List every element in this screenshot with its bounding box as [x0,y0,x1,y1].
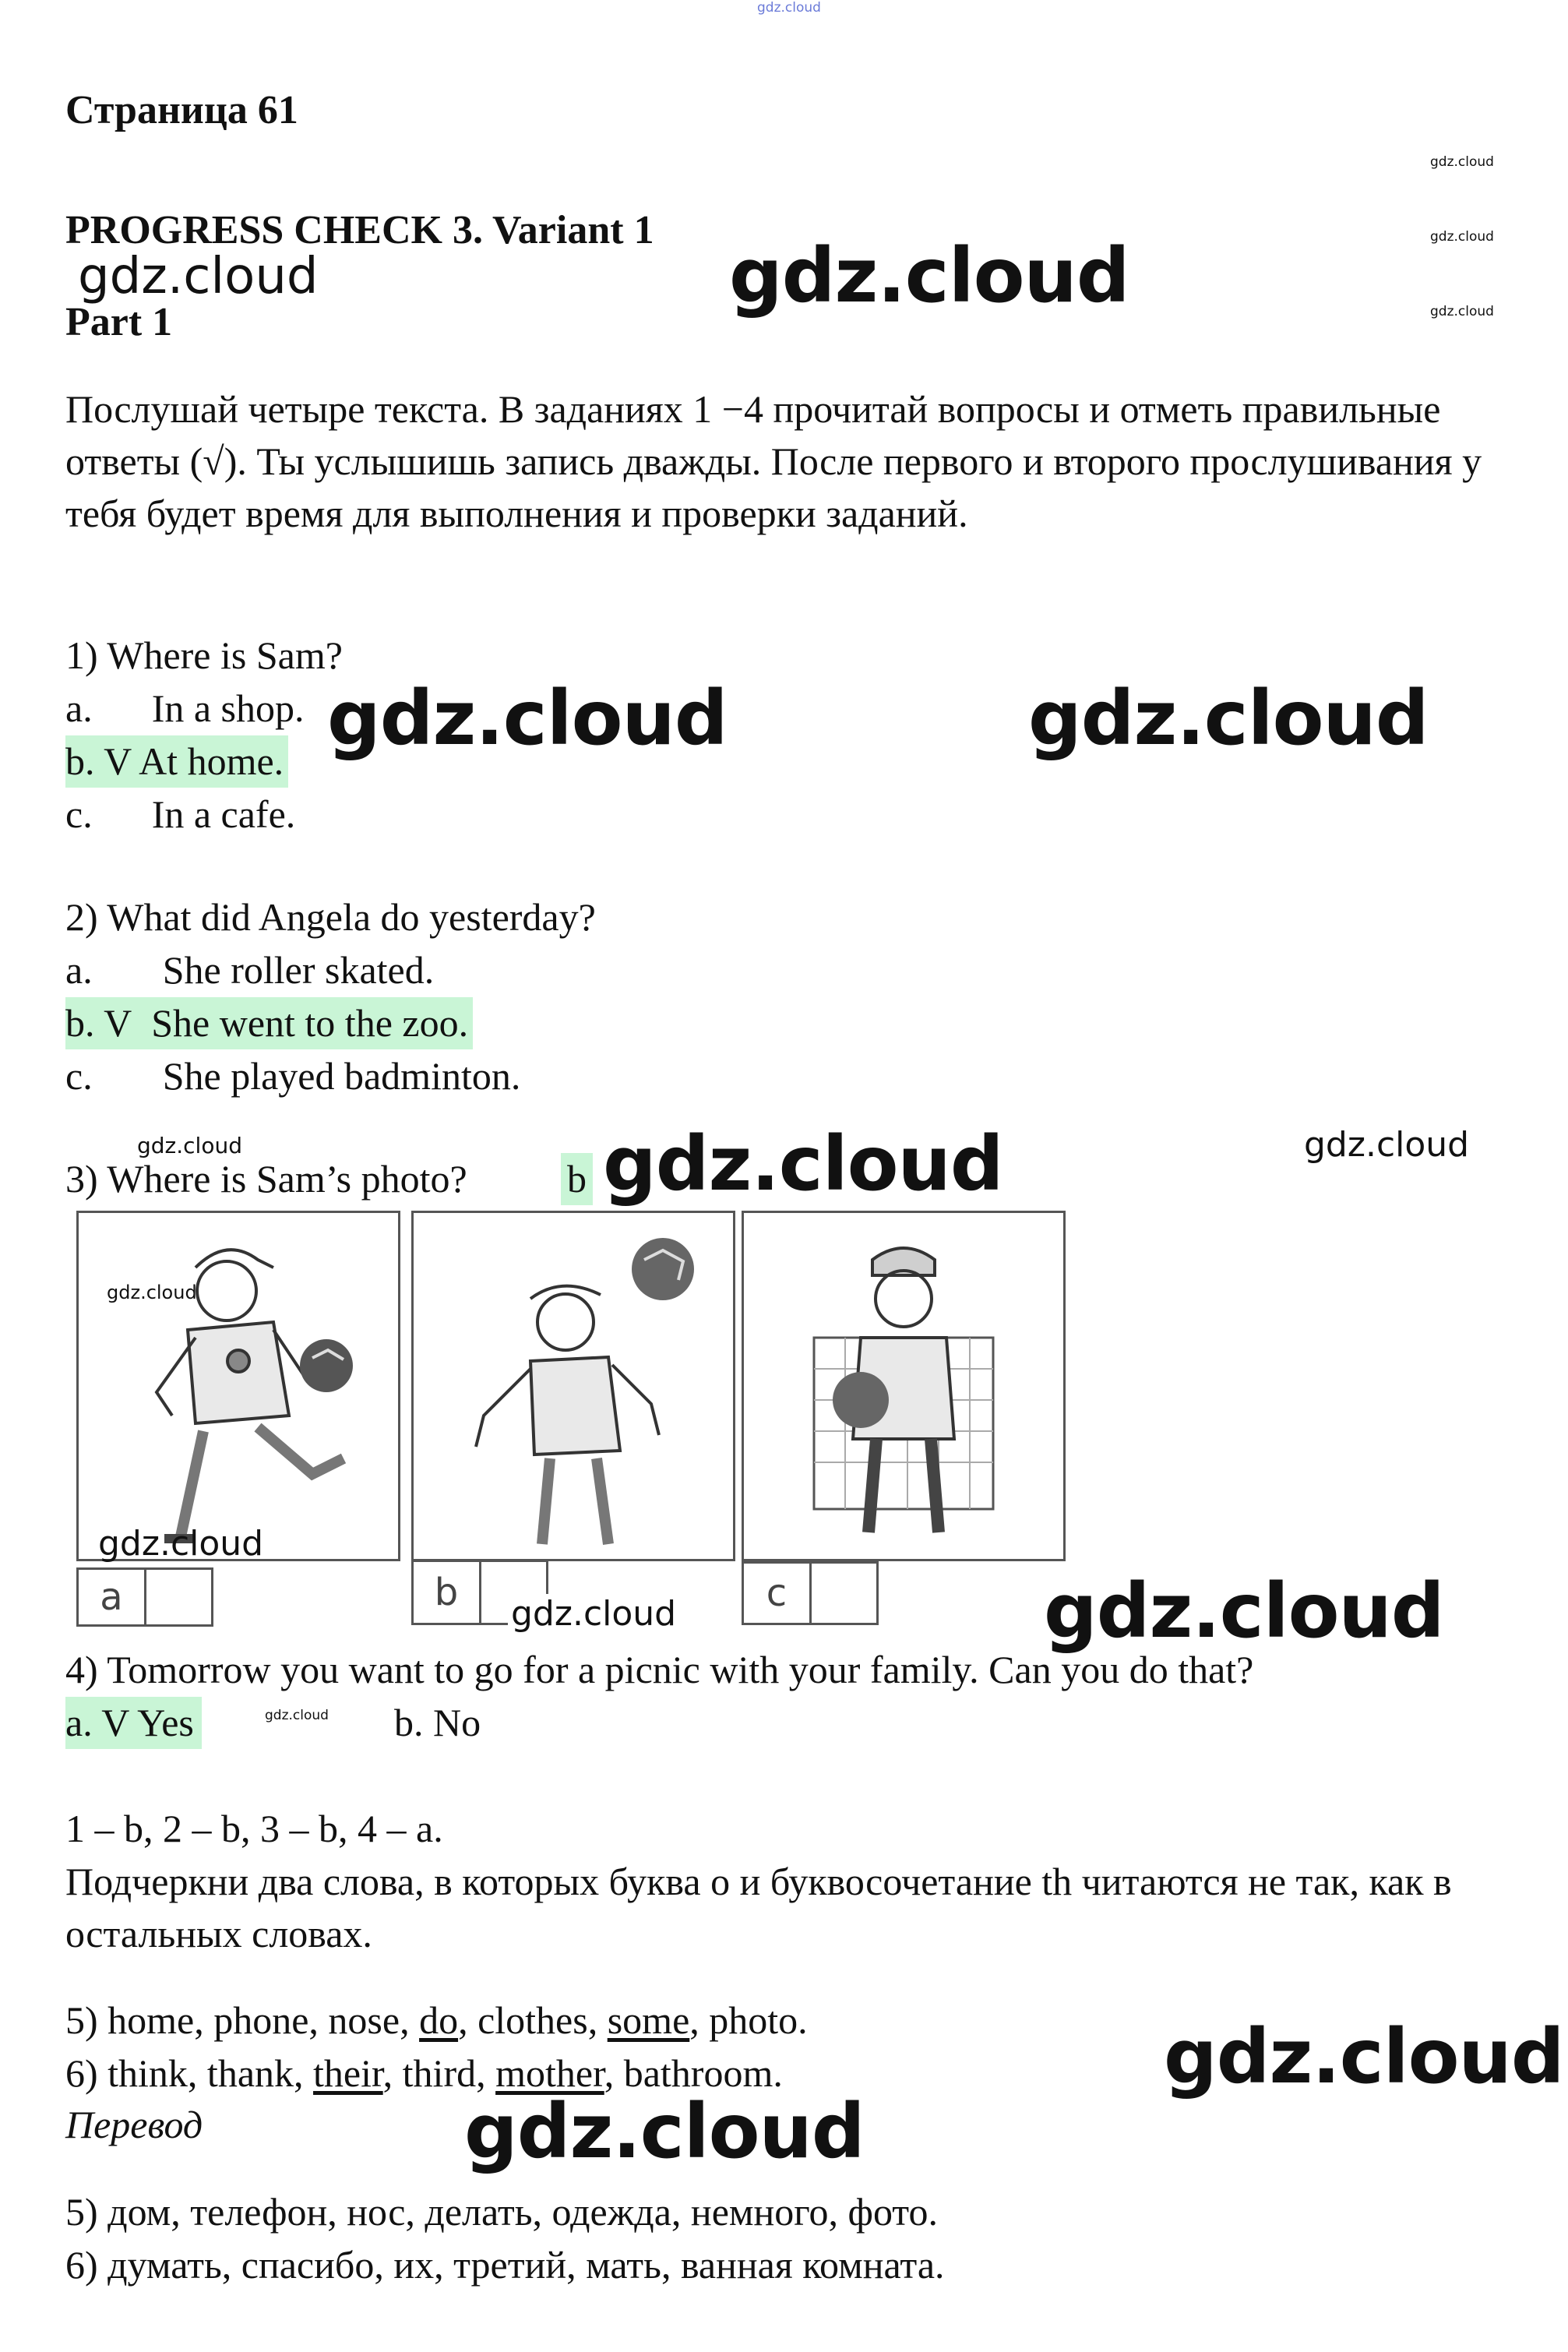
watermark: gdz.cloud [98,1524,264,1564]
photo-label-c [742,1561,879,1625]
option-text: In a shop. [151,686,305,730]
watermark: gdz.cloud [1164,2013,1564,2100]
watermark: gdz.cloud [107,1282,197,1303]
option-2c [65,1050,520,1102]
instruction-text: Послушай четыре текста. В заданиях 1 −4 прочитай вопросы и отметь правильные ответы (√). Ты услышишь запись дважды. После первого и второго прослушивания у тебя будет время для выполнения и проверки заданий. [65,387,1482,535]
question-1: 1) Where is Sam? [65,633,343,677]
q5-suffix: , photo. [689,1998,808,2042]
option-text: In a cafe. [151,792,296,836]
option-letter: b. V [65,739,132,783]
option-1b-correct [65,735,288,788]
underlined-word: some [607,1998,690,2042]
question-3: 3) Where is Sam’s photo? [65,1157,467,1201]
option-letter: c. [65,792,93,836]
watermark: gdz.cloud [508,1594,679,1634]
part-heading: Part 1 [65,300,173,344]
question-5 [65,1994,808,2047]
option-letter: c. [65,1054,93,1098]
answer-3: b [561,1153,593,1205]
underlined-word: mother [495,2051,604,2095]
boy-goalkeeper-illustration [744,1213,1063,1559]
option-letter: b. V [65,1001,132,1045]
option-4b: b. No [394,1701,481,1744]
answers-summary: 1 – b, 2 – b, 3 – b, 4 – a. [65,1807,443,1850]
option-text: She went to the zoo. [151,1001,469,1045]
watermark: gdz.cloud [729,232,1129,319]
translation-5: 5) дом, телефон, нос, делать, одежда, немного, фото. [65,2190,938,2234]
underlined-word: do [419,1998,459,2042]
page-title: Страница 61 [65,88,298,132]
option-1c [65,788,295,841]
translation-6: 6) думать, спасибо, их, третий, мать, ванная комната. [65,2243,945,2287]
translation-label: Перевод [65,2103,203,2146]
option-text: She roller skated. [162,948,435,992]
label-letter: b [414,1562,481,1623]
q6-suffix: , bathroom. [604,2051,783,2095]
watermark: gdz.cloud [1430,229,1494,245]
option-letter: a. [65,948,93,992]
watermark: gdz.cloud [464,2088,865,2175]
question-2: 2) What did Angela do yesterday? [65,895,596,939]
watermark: gdz.cloud [327,675,728,762]
option-text: She played badminton. [162,1054,521,1098]
label-letter: a [79,1570,146,1624]
q5-prefix: 5) home, phone, nose, [65,1998,420,2042]
option-text: At home. [139,739,284,783]
option-letter: a. [65,686,93,730]
photo-a [76,1211,400,1561]
watermark: gdz.cloud [757,0,821,16]
watermark: gdz.cloud [1044,1567,1444,1655]
option-2b-correct [65,997,473,1049]
section-heading: PROGRESS CHECK 3. Variant 1 [65,208,654,252]
watermark: gdz.cloud [265,1708,329,1723]
boy-heading-ball-illustration [414,1213,733,1559]
watermark: gdz.cloud [1430,154,1494,170]
photo-b [411,1211,735,1561]
watermark: gdz.cloud [603,1120,1003,1208]
watermark: gdz.cloud [1028,675,1429,762]
underlined-word: their [313,2051,383,2095]
q6-prefix: 6) think, thank, [65,2051,314,2095]
option-4a-correct: a. V Yes [65,1697,202,1749]
boy-kicking-ball-illustration [79,1213,398,1559]
photo-label-a [76,1567,213,1627]
watermark: gdz.cloud [1430,304,1494,319]
watermark: gdz.cloud [78,248,319,305]
question-4: 4) Tomorrow you want to go for a picnic with your family. Can you do that? [65,1648,1254,1691]
option-1a [65,682,305,735]
instruction-2-text: Подчеркни два слова, в которых буква о и буквосочетание th читаются не так, как в остальных словах. [65,1860,1452,1955]
watermark: gdz.cloud [1304,1125,1470,1165]
label-letter: c [744,1564,812,1623]
q5-middle: , clothes, [458,1998,608,2042]
photo-c [742,1211,1066,1561]
q6-middle: , third, [382,2051,496,2095]
option-2a [65,944,434,996]
watermark: gdz.cloud [137,1133,242,1158]
